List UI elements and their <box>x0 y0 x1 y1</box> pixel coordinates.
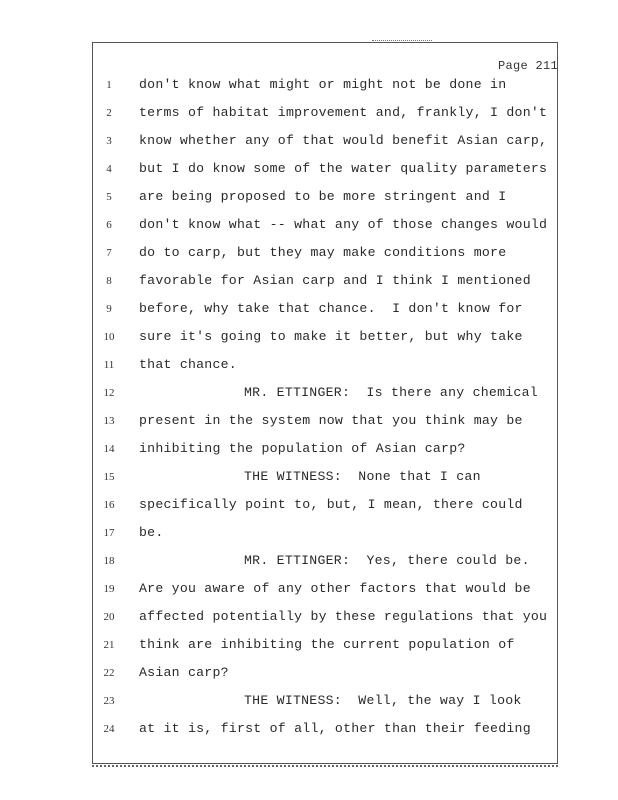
line-number: 22 <box>103 667 115 679</box>
line-text: are being proposed to be more stringent and I <box>139 189 507 204</box>
line-number: 24 <box>103 723 115 735</box>
line-number: 14 <box>103 443 115 455</box>
line-number: 6 <box>106 219 112 231</box>
transcript-line <box>0 497 618 517</box>
transcript-line <box>0 469 618 489</box>
transcript-line <box>0 161 618 181</box>
transcript-line <box>0 665 618 685</box>
line-text: do to carp, but they may make conditions more <box>139 245 507 260</box>
line-number: 9 <box>106 303 112 315</box>
line-number: 13 <box>103 415 115 427</box>
line-number: 11 <box>103 359 115 371</box>
line-text: at it is, first of all, other than their feeding <box>139 721 531 736</box>
line-text: present in the system now that you think may be <box>139 413 523 428</box>
line-text: Asian carp? <box>139 665 229 680</box>
line-text: know whether any of that would benefit Asian carp, <box>139 133 548 148</box>
transcript-line <box>0 385 618 405</box>
transcript-line <box>0 273 618 293</box>
line-text: specifically point to, but, I mean, there could <box>139 497 523 512</box>
transcript-line <box>0 133 618 153</box>
line-text: that chance. <box>139 357 237 372</box>
transcript-line <box>0 413 618 433</box>
line-text: sure it's going to make it better, but why take <box>139 329 523 344</box>
line-number: 15 <box>103 471 115 483</box>
line-text: MR. ETTINGER: Yes, there could be. <box>244 553 530 568</box>
line-number: 5 <box>106 191 112 203</box>
line-text: terms of habitat improvement and, frankly, I don't <box>139 105 548 120</box>
transcript-line <box>0 441 618 461</box>
line-number: 8 <box>106 275 112 287</box>
transcript-line <box>0 245 618 265</box>
transcript-line <box>0 525 618 545</box>
line-text: THE WITNESS: Well, the way I look <box>244 693 522 708</box>
line-number: 1 <box>106 79 112 91</box>
line-number: 4 <box>106 163 112 175</box>
line-text: before, why take that chance. I don't know for <box>139 301 523 316</box>
line-text: favorable for Asian carp and I think I mentioned <box>139 273 531 288</box>
line-number: 7 <box>106 247 112 259</box>
line-text: Are you aware of any other factors that would be <box>139 581 531 596</box>
line-text: don't know what -- what any of those changes would <box>139 217 548 232</box>
transcript-line <box>0 77 618 97</box>
transcript-line <box>0 637 618 657</box>
transcript-line <box>0 105 618 125</box>
line-text: affected potentially by these regulations that you <box>139 609 548 624</box>
transcript-line <box>0 329 618 349</box>
transcript-line <box>0 189 618 209</box>
transcript-line <box>0 609 618 629</box>
line-text: THE WITNESS: None that I can <box>244 469 481 484</box>
line-number: 10 <box>103 331 115 343</box>
bottom-scan-noise <box>92 762 558 767</box>
line-number: 20 <box>103 611 115 623</box>
line-number: 17 <box>103 527 115 539</box>
transcript-line <box>0 357 618 377</box>
line-number: 18 <box>103 555 115 567</box>
transcript-line <box>0 693 618 713</box>
line-number: 12 <box>103 387 115 399</box>
transcript-line <box>0 581 618 601</box>
line-number: 23 <box>103 695 115 707</box>
page-number: Page 211 <box>498 59 559 73</box>
line-text: think are inhibiting the current population of <box>139 637 515 652</box>
line-number: 16 <box>103 499 115 511</box>
line-text: be. <box>139 525 164 540</box>
line-text: inhibiting the population of Asian carp? <box>139 441 466 456</box>
transcript-line <box>0 721 618 741</box>
line-text: MR. ETTINGER: Is there any chemical <box>244 385 538 400</box>
line-number: 19 <box>103 583 115 595</box>
line-text: but I do know some of the water quality parameters <box>139 161 548 176</box>
line-number: 2 <box>106 107 112 119</box>
line-number: 21 <box>103 639 115 651</box>
transcript-line <box>0 553 618 573</box>
transcript-line <box>0 217 618 237</box>
line-text: don't know what might or might not be done in <box>139 77 507 92</box>
transcript-line <box>0 301 618 321</box>
line-number: 3 <box>106 135 112 147</box>
